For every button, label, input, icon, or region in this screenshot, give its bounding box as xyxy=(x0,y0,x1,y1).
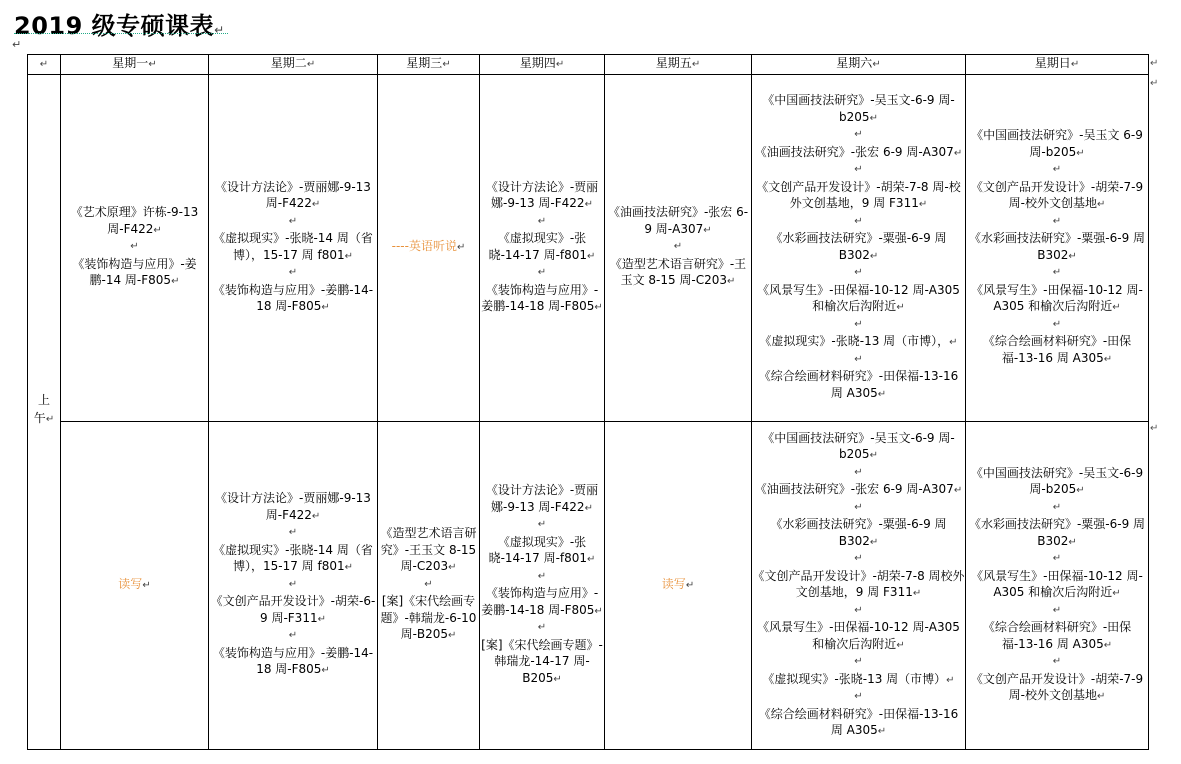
paragraph-mark: ↵ xyxy=(584,199,593,210)
paragraph-mark: ↵ xyxy=(424,578,433,590)
paragraph-mark: ↵ xyxy=(896,639,905,651)
paragraph-mark: ↵ xyxy=(1112,588,1121,599)
course-entry: 《水彩画技法研究》-粟强-6-9 周 B302↵ xyxy=(770,517,947,548)
paragraph-mark: ↵ xyxy=(673,241,683,253)
side-label-char: 上 xyxy=(37,392,50,407)
course-entry: 《中国画技法研究》-吴玉文 6-9 周-b205↵ xyxy=(971,128,1143,159)
paragraph-mark: ↵ xyxy=(537,215,547,227)
course-entry: 《文创产品开发设计》-胡荣-7-8 周-校外文创基地，9 周 F311↵ xyxy=(756,179,961,210)
paragraph-mark: ↵ xyxy=(171,276,180,288)
course-entry: 《风景写生》-田保福-10-12 周-A305 和榆次后沟附近↵ xyxy=(757,620,960,651)
paragraph-mark: ↵ xyxy=(130,241,139,253)
paragraph-mark: ↵ xyxy=(594,302,603,313)
cell-r2-wed xyxy=(378,421,480,749)
paragraph-mark: ↵ xyxy=(854,353,863,365)
course-list xyxy=(378,525,479,645)
cell-r1-wed xyxy=(378,74,480,421)
course-entry: 《设计方法论》-贾丽娜-9-13 周-F422↵ xyxy=(485,483,599,514)
course-entry: 《装饰构造与应用》-姜鹏-14 周-F805↵ xyxy=(72,256,197,288)
cell-r1-sun xyxy=(966,74,1149,421)
paragraph-mark: ↵ xyxy=(854,691,863,702)
cell-r1-fri xyxy=(605,74,752,421)
course-entry: [案]《宋代绘画专题》-韩瑞龙-14-17 周-B205↵ xyxy=(481,637,603,685)
course-entry: 《装饰构造与应用》-姜鹏-14-18 周-F805↵ xyxy=(481,586,603,617)
row-end-mark: ↵ xyxy=(1150,78,1159,89)
schedule-table xyxy=(27,54,1149,750)
paragraph-mark: ↵ xyxy=(918,199,928,210)
course-list xyxy=(378,238,479,257)
paragraph-mark: ↵ xyxy=(594,605,603,617)
paragraph-mark: ↵ xyxy=(869,250,879,262)
paragraph-mark: ↵ xyxy=(1052,604,1062,616)
cell-r2-sat xyxy=(752,421,966,749)
paragraph-mark: ↵ xyxy=(869,536,879,548)
course-entry: 《综合绘画材料研究》-田保福-13-16 周 A305↵ xyxy=(982,334,1132,365)
schedule-row-2 xyxy=(28,421,1149,749)
course-entry: 《油画技法研究》-张宏 6-9 周-A307↵ xyxy=(754,144,963,159)
paragraph-mark: ↵ xyxy=(321,302,330,313)
course-entry: 《造型艺术语言研究》-王玉文 8-15 周-C203↵ xyxy=(380,526,477,574)
course-entry: 《中国画技法研究》-吴玉文-6-9 周-b205↵ xyxy=(762,430,955,461)
paragraph-mark: ↵ xyxy=(1052,553,1062,564)
course-list xyxy=(209,179,377,317)
course-list xyxy=(966,127,1148,368)
course-entry: ----英语听说↵ xyxy=(391,239,466,254)
paragraph-mark: ↵ xyxy=(953,147,963,159)
cell-r1-sat xyxy=(752,74,966,421)
course-entry: 《设计方法论》-贾丽娜-9-13 周-F422↵ xyxy=(215,179,371,210)
paragraph-mark: ↵ xyxy=(1096,199,1106,210)
paragraph-mark: ↵ xyxy=(854,656,863,667)
course-list xyxy=(480,482,604,688)
paragraph-mark: ↵ xyxy=(587,554,596,565)
paragraph-mark: ↵ xyxy=(703,224,712,236)
course-entry: 《文创产品开发设计》-胡荣-6-9 周-F311↵ xyxy=(210,594,376,625)
paragraph-mark: ↵ xyxy=(854,215,863,227)
paragraph-mark: ↵ xyxy=(537,570,547,582)
paragraph-mark: ↵ xyxy=(1076,485,1085,496)
paragraph-mark: ↵ xyxy=(288,267,298,278)
course-entry: 《风景写生》-田保福-10-12 周-A305 和榆次后沟附近↵ xyxy=(757,282,960,313)
header-cell-tue: 星期二↵ xyxy=(209,55,378,75)
paragraph-mark: ↵ xyxy=(854,318,863,330)
paragraph-mark: ↵ xyxy=(448,630,457,642)
paragraph-mark: ↵ xyxy=(953,485,963,496)
course-entry: 《综合绘画材料研究》-田保福-13-16 周 A305↵ xyxy=(982,620,1132,651)
course-entry: [案]《宋代绘画专题》-韩瑞龙-6-10 周-B205↵ xyxy=(380,594,477,642)
paragraph-mark: ↵ xyxy=(1052,267,1062,278)
paragraph-mark: ↵ xyxy=(456,242,466,254)
paragraph-mark: ↵ xyxy=(854,267,863,278)
paragraph-mark: ↵ xyxy=(854,466,863,478)
row-end-mark: ↵ xyxy=(1150,58,1159,69)
paragraph-mark: ↵ xyxy=(877,726,887,737)
paragraph-mark: ↵ xyxy=(1068,250,1077,262)
paragraph-mark: ↵ xyxy=(321,665,330,677)
paragraph-mark: ↵ xyxy=(537,267,547,278)
course-entry: 《水彩画技法研究》-粟强-6-9 周 B302↵ xyxy=(968,517,1146,548)
course-entry: 《风景写生》-田保福-10-12 周-A305 和榆次后沟附近↵ xyxy=(971,568,1143,599)
cell-r1-thu xyxy=(480,74,605,421)
paragraph-mark: ↵ xyxy=(854,164,863,175)
paragraph-mark: ↵ xyxy=(288,527,298,539)
cell-r2-fri xyxy=(605,421,752,749)
course-entry: 读写↵ xyxy=(118,576,151,591)
paragraph-mark: ↵ xyxy=(1052,501,1062,513)
paragraph-mark: ↵ xyxy=(854,129,863,140)
paragraph-mark: ↵ xyxy=(854,604,863,616)
course-entry: 《装饰构造与应用》-姜鹏-14-18 周-F805↵ xyxy=(212,645,374,677)
course-entry: 《中国画技法研究》-吴玉文-6-9 周-b205↵ xyxy=(762,93,955,124)
course-entry: 《水彩画技法研究》-粟强-6-9 周 B302↵ xyxy=(770,231,947,262)
course-list xyxy=(752,430,965,741)
paragraph-mark: ↵ xyxy=(311,510,321,522)
header-cell-wed: 星期三↵ xyxy=(378,55,480,75)
paragraph-mark: ↵ xyxy=(12,38,22,51)
paragraph-mark: ↵ xyxy=(288,630,298,642)
course-list xyxy=(61,204,208,291)
course-entry: 《艺术原理》许栋-9-13 周-F422↵ xyxy=(70,205,199,236)
paragraph-mark: ↵ xyxy=(288,578,298,590)
course-entry: 《虚拟现实》-张晓-14-17 周-f801↵ xyxy=(488,231,596,262)
paragraph-mark: ↵ xyxy=(854,553,863,564)
paragraph-mark: ↵ xyxy=(344,250,354,262)
paragraph-mark: ↵ xyxy=(288,215,298,227)
course-entry: 《文创产品开发设计》-胡荣-7-9 周-校外文创基地↵ xyxy=(970,179,1144,210)
paragraph-mark: ↵ xyxy=(448,562,457,574)
paragraph-mark: ↵ xyxy=(537,622,547,633)
paragraph-mark: ↵ xyxy=(587,250,596,262)
paragraph-mark: ↵ xyxy=(142,579,151,591)
header-cell-mon: 星期一↵ xyxy=(61,55,209,75)
course-entry: 读写↵ xyxy=(661,576,695,591)
paragraph-mark: ↵ xyxy=(869,112,878,124)
course-entry: 《虚拟现实》-张晓-14 周（省博），15-17 周 f801↵ xyxy=(213,231,373,262)
paragraph-mark: ↵ xyxy=(869,450,878,461)
course-list xyxy=(605,204,751,291)
course-entry: 《装饰构造与应用》-姜鹏-14-18 周-F805↵ xyxy=(481,282,603,313)
paragraph-mark: ↵ xyxy=(317,613,326,625)
course-list xyxy=(61,576,208,595)
cell-r1-tue xyxy=(209,74,378,421)
spellcheck-underline xyxy=(14,33,228,34)
paragraph-mark: ↵ xyxy=(553,673,562,685)
paragraph-mark: ↵ xyxy=(877,388,887,400)
course-entry: 《油画技法研究》-张宏 6-9 周-A307↵ xyxy=(754,482,963,496)
paragraph-mark: ↵ xyxy=(1103,353,1113,365)
course-list xyxy=(966,465,1148,706)
row-end-mark: ↵ xyxy=(1150,423,1159,434)
course-entry: 《水彩画技法研究》-粟强-6-9 周 B302↵ xyxy=(968,231,1146,262)
course-entry: 《风景写生》-田保福-10-12 周-A305 和榆次后沟附近↵ xyxy=(971,282,1143,313)
paragraph-mark: ↵ xyxy=(727,276,736,288)
course-entry: 《装饰构造与应用》-姜鹏-14-18 周-F805↵ xyxy=(212,282,374,313)
course-entry: 《中国画技法研究》-吴玉文-6-9 周-b205↵ xyxy=(970,465,1144,496)
header-row xyxy=(28,55,1149,75)
header-cell-sat: 星期六↵ xyxy=(752,55,966,75)
paragraph-mark: ↵ xyxy=(153,224,162,236)
paragraph-mark: ↵ xyxy=(1103,639,1113,651)
cell-r2-tue xyxy=(209,421,378,749)
course-entry: 《综合绘画材料研究》-田保福-13-16 周 A305↵ xyxy=(758,706,959,737)
course-entry: 《文创产品开发设计》-胡荣-7-8 周校外文创基地，9 周 F311↵ xyxy=(752,568,965,599)
paragraph-mark: ↵ xyxy=(896,302,905,313)
schedule-row-1 xyxy=(28,74,1149,421)
header-cell-sun: 星期日↵ xyxy=(966,55,1149,75)
paragraph-mark: ↵ xyxy=(1052,318,1062,330)
cell-r2-thu xyxy=(480,421,605,749)
course-entry: 《虚拟现实》-张晓-14 周（省博），15-17 周 f801↵ xyxy=(213,542,373,574)
course-entry: 《设计方法论》-贾丽娜-9-13 周-F422↵ xyxy=(215,491,371,522)
course-entry: 《文创产品开发设计》-胡荣-7-9 周-校外文创基地↵ xyxy=(970,671,1144,702)
side-label-cell xyxy=(28,74,61,749)
paragraph-mark: ↵ xyxy=(1052,215,1062,227)
side-label-char: 午↵ xyxy=(33,410,55,425)
paragraph-mark: ↵ xyxy=(537,519,547,530)
paragraph-mark: ↵ xyxy=(344,562,354,574)
title-text: 2019 级专硕课表 xyxy=(14,12,215,40)
course-list xyxy=(605,576,751,595)
course-list xyxy=(209,490,377,680)
paragraph-mark: ↵ xyxy=(1052,656,1062,667)
cell-r2-sun xyxy=(966,421,1149,749)
cell-r1-mon xyxy=(61,74,209,421)
header-cell-thu: 星期四↵ xyxy=(480,55,605,75)
paragraph-mark: ↵ xyxy=(1052,164,1062,175)
paragraph-mark: ↵ xyxy=(685,579,695,591)
course-entry: 《虚拟现实》-张晓-13 周（市博）↵ xyxy=(762,671,955,686)
paragraph-mark: ↵ xyxy=(1112,302,1121,313)
course-entry: 《油画技法研究》-张宏 6-9 周-A307↵ xyxy=(607,205,749,236)
paragraph-mark: ↵ xyxy=(584,502,593,514)
header-cell-fri: 星期五↵ xyxy=(605,55,752,75)
course-list xyxy=(752,92,965,403)
paragraph-mark: ↵ xyxy=(949,337,958,348)
paragraph-mark: ↵ xyxy=(1096,691,1106,702)
header-cell-blank: ↵ xyxy=(28,55,61,75)
paragraph-mark: ↵ xyxy=(854,501,863,513)
paragraph-mark: ↵ xyxy=(1068,536,1077,548)
course-entry: 《造型艺术语言研究》-王玉文 8-15 周-C203↵ xyxy=(609,256,747,288)
paragraph-mark: ↵ xyxy=(912,588,922,599)
paragraph-mark: ↵ xyxy=(214,23,225,37)
cell-r2-mon xyxy=(61,421,209,749)
course-list xyxy=(480,179,604,317)
course-entry: 《综合绘画材料研究》-田保福-13-16 周 A305↵ xyxy=(758,369,959,400)
paragraph-mark: ↵ xyxy=(311,199,321,210)
course-entry: 《虚拟现实》-张晓-14-17 周-f801↵ xyxy=(488,534,596,565)
course-entry: 《设计方法论》-贾丽娜-9-13 周-F422↵ xyxy=(485,179,599,210)
paragraph-mark: ↵ xyxy=(1076,147,1085,159)
course-entry: 《虚拟现实》-张晓-13 周（市博），↵ xyxy=(759,334,958,348)
page-title xyxy=(14,6,225,41)
paragraph-mark: ↵ xyxy=(946,674,955,686)
